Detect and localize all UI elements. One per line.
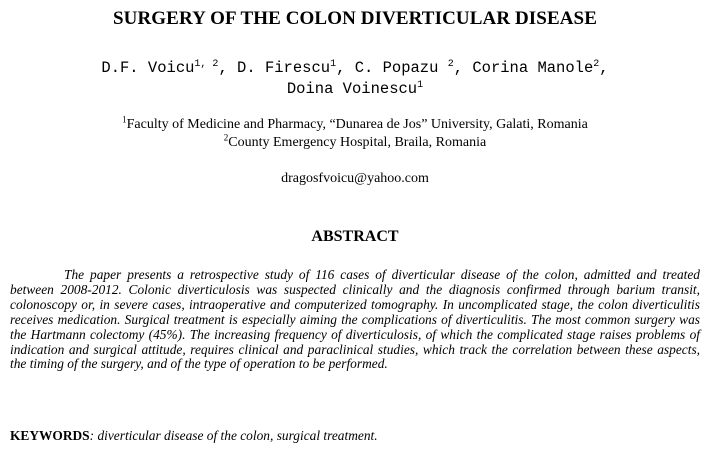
contact-email: dragosfvoicu@yahoo.com: [281, 171, 429, 186]
abstract-text: The paper presents a retrospective study of 116 cases of diverticular disease of the colon, admitted and treated between 2008-2012. Colonic diverticulosis was suspected clinically and the diagnosis confirmed through barium transit, colonoscopy or, in severe cases, intraoperative and computerized tomography. In uncomplicated stage, the colon diverticulitis receives medication. Surgical treatment is especially aiming the complications of diverticulitis. The most common surgery was the Hartmann colectomy (45%). The increasing frequency of diverticulosis, of which the complicated stage raises problems of indication and surgical attitude, requires clinical and paraclinical studies, which track the correlation between these aspects, the timing of the surgery, and of the type of operation to be performed.: [10, 267, 700, 372]
affiliation-list: [0, 116, 710, 152]
author-affiliation-mark: 2: [593, 58, 600, 70]
affiliation-line: [0, 134, 710, 152]
paper-title: SURGERY OF THE COLON DIVERTICULAR DISEASE: [112, 8, 598, 29]
author-name: Doina Voinescu: [286, 80, 418, 98]
abstract-heading: ABSTRACT: [311, 228, 399, 245]
author-separator: ,: [599, 59, 609, 77]
affiliation-mark: 2: [223, 132, 229, 143]
keywords-text: diverticular disease of the colon, surgical treatment.: [97, 428, 378, 443]
keywords-label: KEYWORDS: [10, 428, 90, 443]
affiliation-line: [0, 116, 710, 134]
author-separator: ,: [218, 59, 238, 77]
keywords-line: [10, 428, 700, 444]
author-name: Corina Manole: [472, 59, 594, 77]
author-name: C. Popazu: [354, 59, 439, 77]
author-affiliation-mark: 2: [447, 58, 454, 70]
author-list: [0, 58, 710, 100]
author-name: D. Firescu: [237, 59, 331, 77]
author-name: D.F. Voicu: [101, 59, 195, 77]
keywords-colon: :: [89, 428, 98, 443]
author-affiliation-mark: 1: [417, 79, 424, 91]
author-separator: ,: [336, 59, 355, 77]
author-affiliation-mark: 1, 2: [194, 58, 219, 70]
affiliation-text: Faculty of Medicine and Pharmacy, “Dunarea de Jos” University, Galati, Romania: [126, 117, 588, 132]
author-line-1: [0, 58, 710, 79]
author-affiliation-mark: 1: [330, 58, 337, 70]
author-line-2: [0, 79, 710, 100]
author-separator: ,: [453, 59, 473, 77]
affiliation-mark: 1: [122, 114, 127, 125]
affiliation-text: County Emergency Hospital, Braila, Romania: [228, 135, 487, 150]
